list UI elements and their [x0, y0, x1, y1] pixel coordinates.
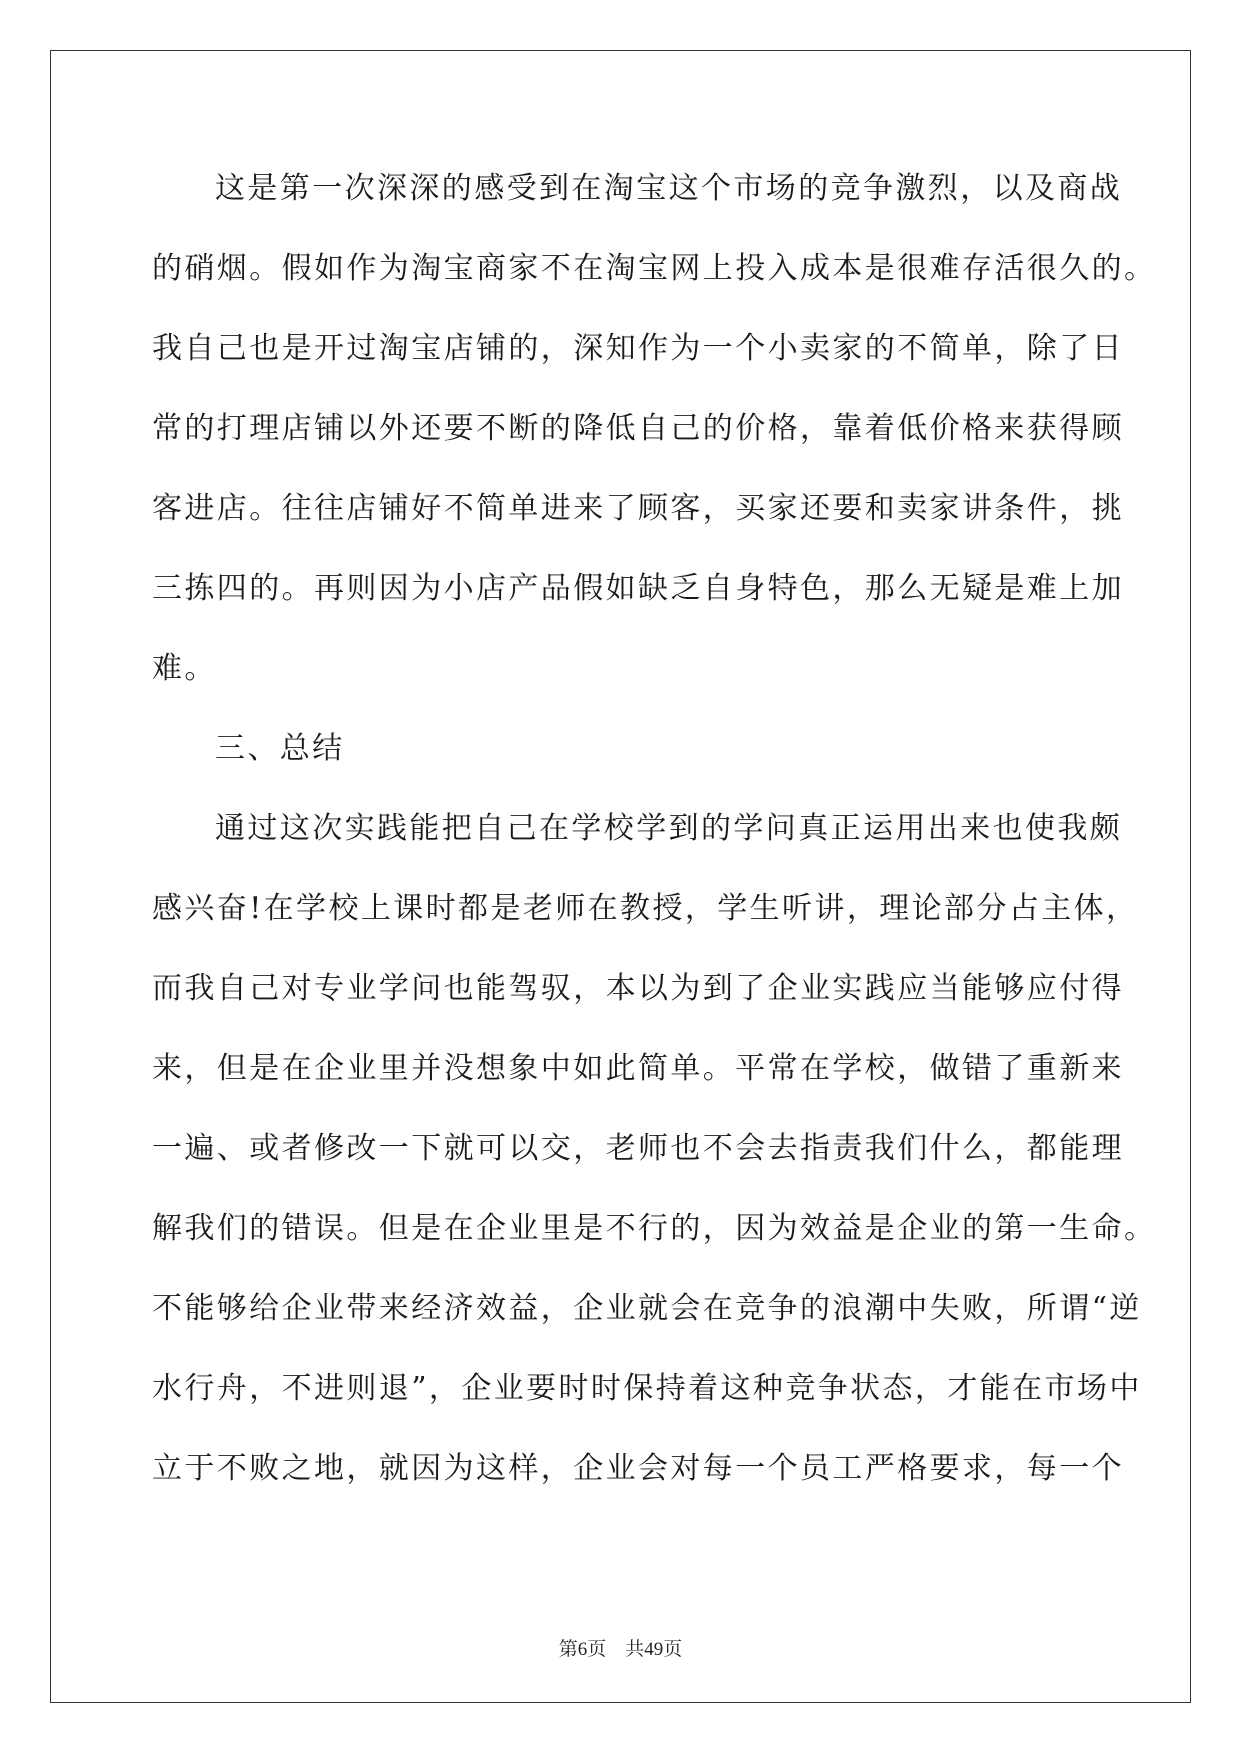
document-body	[152, 160, 1157, 1520]
text-line: 客进店。往往店铺好不简单进来了顾客，买家还要和卖家讲条件，挑	[152, 491, 1124, 526]
text-line: 我自己也是开过淘宝店铺的，深知作为一个小卖家的不简单，除了日	[152, 331, 1124, 366]
text-line: 一遍、或者修改一下就可以交，老师也不会去指责我们什么，都能理	[152, 1131, 1124, 1166]
text-line: 这是第一次深深的感受到在淘宝这个市场的竞争激烈，以及商战	[215, 171, 1123, 206]
text-line: 来，但是在企业里并没想象中如此简单。平常在学校，做错了重新来	[152, 1051, 1124, 1086]
text-line: 通过这次实践能把自己在学校学到的学问真正运用出来也使我颇	[215, 811, 1123, 846]
text-line: 水行舟，不进则退”，企业要时时保持着这种竞争状态，才能在市场中	[152, 1371, 1142, 1406]
text-line: 不能够给企业带来经济效益，企业就会在竞争的浪潮中失败，所谓“逆	[152, 1291, 1142, 1326]
text-line: 感兴奋!在学校上课时都是老师在教授，学生听讲，理论部分占主体，	[152, 891, 1139, 926]
page-number: 第6页	[558, 1639, 607, 1660]
text-line: 解我们的错误。但是在企业里是不行的，因为效益是企业的第一生命。	[152, 1211, 1157, 1246]
section-heading: 三、总结	[215, 731, 345, 766]
text-line: 难。	[152, 651, 217, 686]
text-line: 而我自己对专业学问也能驾驭，本以为到了企业实践应当能够应付得	[152, 971, 1124, 1006]
page-footer	[0, 1634, 1241, 1661]
text-line: 三拣四的。再则因为小店产品假如缺乏自身特色，那么无疑是难上加	[152, 571, 1124, 606]
text-line: 常的打理店铺以外还要不断的降低自己的价格，靠着低价格来获得顾	[152, 411, 1124, 446]
text-line: 的硝烟。假如作为淘宝商家不在淘宝网上投入成本是很难存活很久的。	[152, 251, 1157, 286]
text-line: 立于不败之地，就因为这样，企业会对每一个员工严格要求，每一个	[152, 1451, 1124, 1486]
page-total: 共49页	[625, 1639, 683, 1660]
